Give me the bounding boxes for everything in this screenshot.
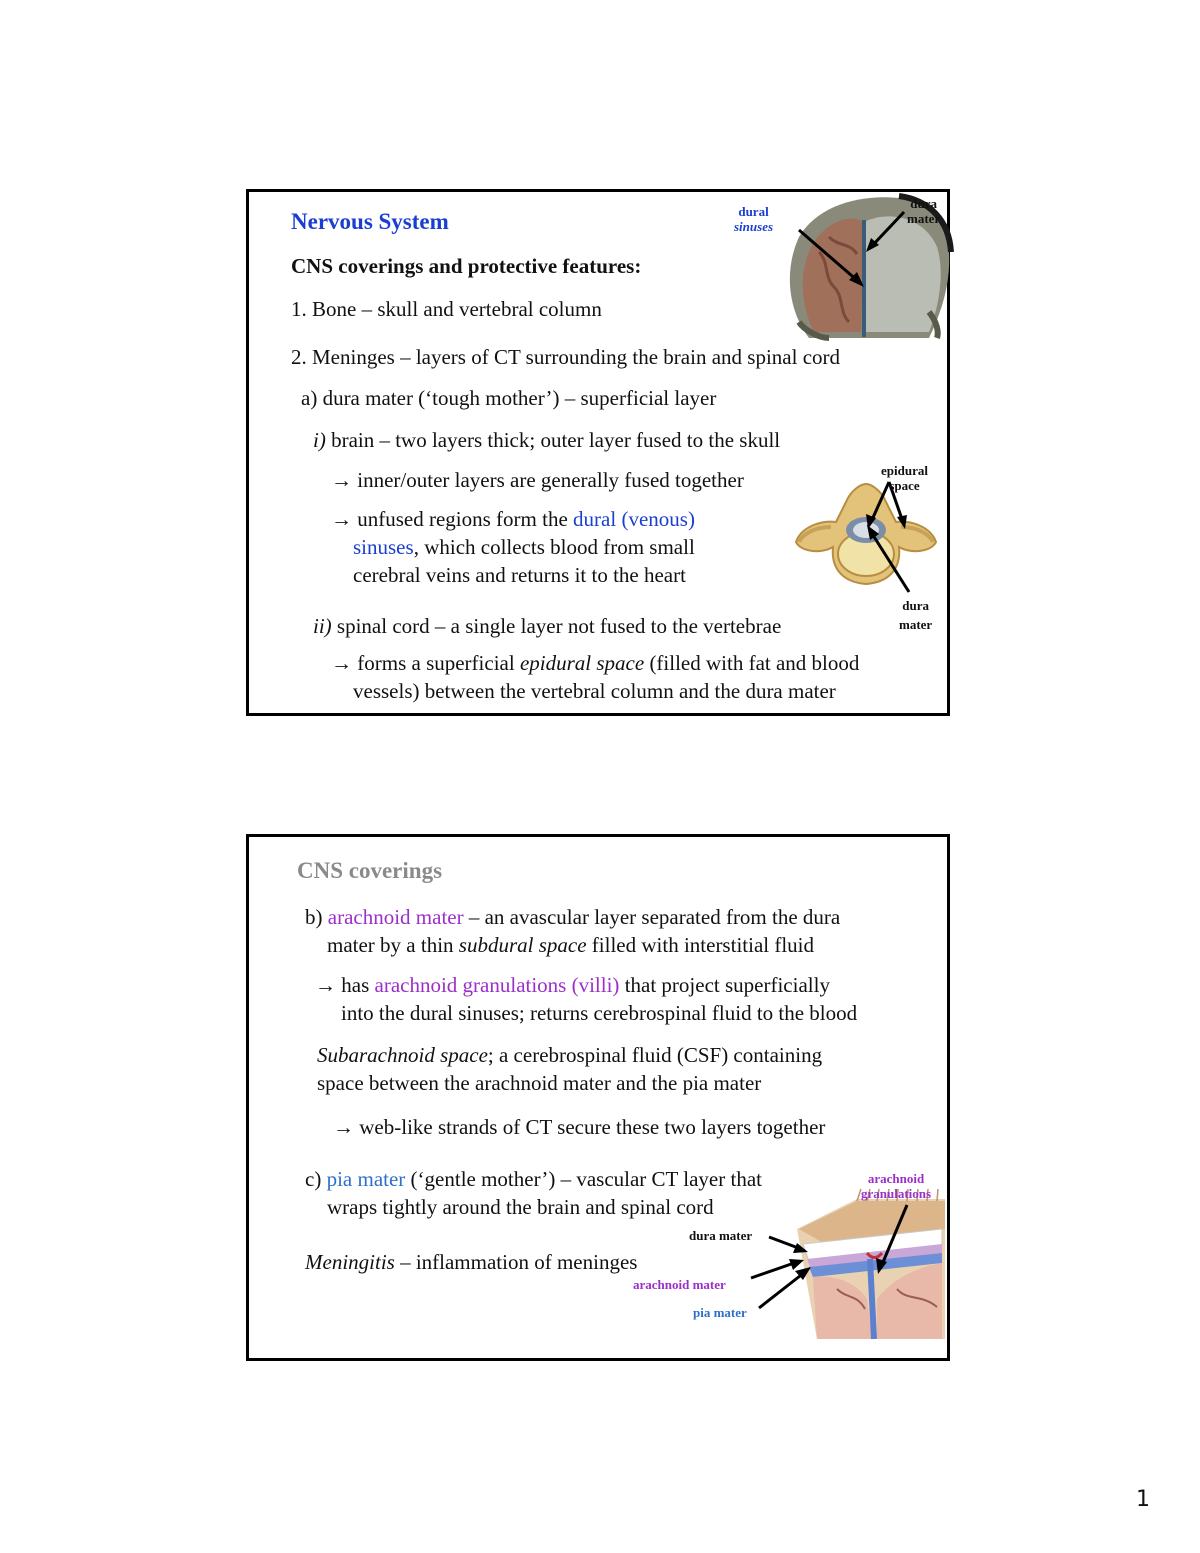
b-pre: b)	[305, 905, 328, 929]
granulations-line2: into the dural sinuses; returns cerebrospinal fluid to the blood	[341, 1001, 858, 1025]
label-dural: dural	[738, 204, 769, 219]
term-arachnoid-mater: arachnoid mater	[327, 905, 464, 929]
label-dura-mater-spinal	[899, 598, 932, 632]
epidural-line2: vessels) between the vertebral column and the dura mater	[353, 679, 836, 703]
c-pre: c)	[305, 1167, 327, 1191]
label-pia-mater: pia mater	[693, 1305, 747, 1320]
item-dura-mater: a) dura mater (‘tough mother’) – superficial layer	[301, 386, 717, 410]
label-space: space	[889, 478, 920, 493]
page-number: 1	[1136, 1487, 1150, 1512]
has-post: that project superficially	[619, 973, 830, 997]
label-epidural: epidural	[881, 463, 928, 478]
term-dural: dural	[573, 507, 617, 531]
label-dura: dura	[910, 196, 937, 211]
spinal-text: spinal cord – a single layer not fused to the vertebrae	[336, 614, 782, 638]
term-subarachnoid-space: Subarachnoid space	[317, 1043, 488, 1067]
slide-cns-coverings	[246, 834, 950, 1361]
term-venous: (venous)	[621, 507, 695, 531]
arrow-fused: → inner/outer layers are generally fused together	[331, 468, 744, 492]
label-mater: mater	[907, 211, 941, 226]
item-meninges: 2. Meninges – layers of CT surrounding the brain and spinal cord	[291, 345, 841, 369]
c-post: (‘gentle mother’) – vascular CT layer that	[405, 1167, 762, 1191]
label-dura-sc: dura	[902, 598, 929, 613]
term-epidural-space: epidural space	[519, 651, 645, 675]
label-mater-sc: mater	[899, 617, 933, 632]
unfused-rest: , which collects blood from small	[413, 535, 695, 559]
term-sinuses: sinuses	[353, 535, 414, 559]
label-dura-mater: dura mater	[689, 1228, 753, 1243]
has-pre: → has	[315, 973, 375, 997]
label-granulations: granulations	[861, 1186, 932, 1201]
pointer-arrows-meninges	[249, 837, 953, 1364]
epidural-pre: → forms a superficial	[331, 651, 520, 675]
slide-nervous-system	[246, 189, 950, 716]
roman-ii: ii)	[313, 614, 332, 638]
term-subdural-space: subdural space	[458, 933, 587, 957]
men-post: – inflammation of meninges	[394, 1250, 638, 1274]
b2-pre: mater by a thin	[327, 933, 459, 957]
roman-i: i)	[313, 428, 326, 452]
label-epidural-space	[881, 463, 928, 493]
unfused-pre: → unfused regions form the	[331, 507, 574, 531]
term-meningitis: Meningitis	[305, 1250, 395, 1274]
subarachnoid-line2: space between the arachnoid mater and the pia mater	[317, 1071, 762, 1095]
b2-post: filled with interstitial fluid	[586, 933, 815, 957]
label-arachnoid: arachnoid	[867, 1171, 925, 1186]
b-post: – an avascular layer separated from the dura	[463, 905, 841, 929]
label-arachnoid-granulations	[861, 1171, 931, 1201]
arrow-web: → web-like strands of CT secure these two layers together	[333, 1115, 826, 1139]
label-arachnoid-mater: arachnoid mater	[633, 1277, 726, 1292]
slide-subtitle: CNS coverings and protective features:	[291, 254, 642, 278]
sub-post: ; a cerebrospinal fluid (CSF) containing	[487, 1043, 823, 1067]
term-arachnoid-granulations: arachnoid granulations (villi)	[374, 973, 620, 997]
label-sinuses: sinuses	[734, 219, 774, 234]
item-bone: 1. Bone – skull and vertebral column	[291, 297, 602, 321]
slide-title: CNS coverings	[297, 858, 443, 883]
unfused-line3: cerebral veins and returns it to the heart	[353, 563, 686, 587]
slide-title: Nervous System	[291, 209, 449, 234]
epidural-post: (filled with fat and blood	[644, 651, 860, 675]
brain-text: brain – two layers thick; outer layer fused to the skull	[331, 428, 781, 452]
pointer-arrows-vertebra	[249, 192, 953, 719]
term-pia-mater: pia mater	[326, 1167, 406, 1191]
pia-line2: wraps tightly around the brain and spinal cord	[327, 1195, 714, 1219]
